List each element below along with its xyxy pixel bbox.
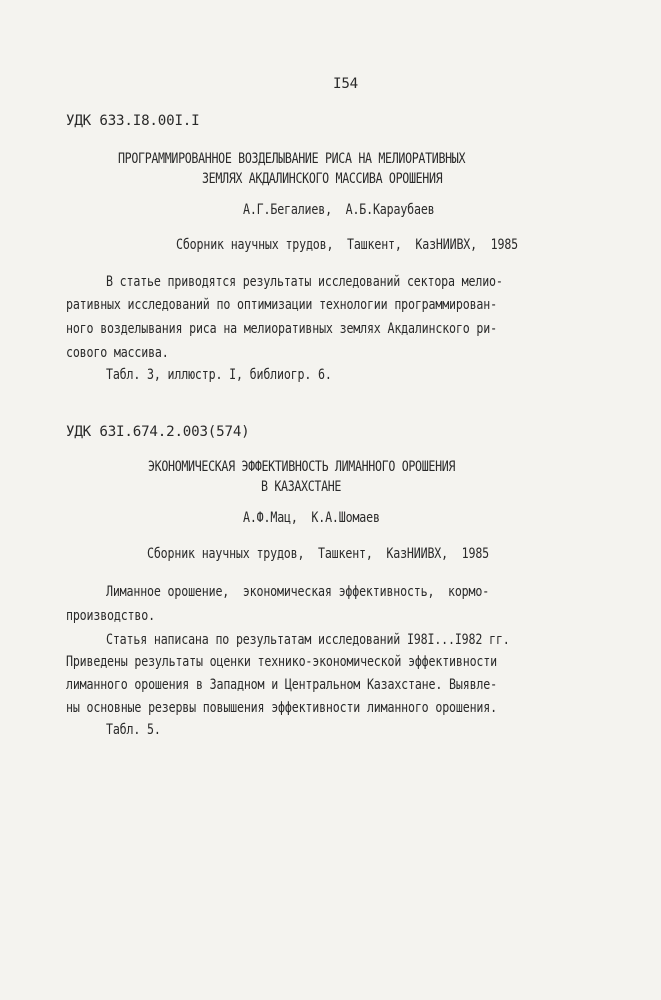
entry-1-abstract-line-4: сового массива. [66,345,169,361]
entry-2-abstract-line-4: ны основные резервы повышения эффективности лиманного орошения. [66,700,497,716]
page-number: I54 [333,76,359,92]
entry-1-abstract-line-2: ративных исследований по оптимизации технологии программирован- [66,297,497,313]
entry-1-title-line-2: ЗЕМЛЯХ АКДАЛИНСКОГО МАССИВА ОРОШЕНИЯ [202,171,443,187]
entry-2-source: Сборник научных трудов, Ташкент, КазНИИВХ, 1985 [147,546,490,562]
entry-1-source: Сборник научных трудов, Ташкент, КазНИИВХ, 1985 [176,237,519,253]
entry-1-title-line-1: ПРОГРАММИРОВАННОЕ ВОЗДЕЛЫВАНИЕ РИСА НА МЕЛИОРАТИВНЫХ [118,151,466,167]
entry-2-abstract-line-3: лиманного орошения в Западном и Центральном Казахстане. Выявле- [66,677,497,693]
entry-2-title-line-1: ЭКОНОМИЧЕСКАЯ ЭФФЕКТИВНОСТЬ ЛИМАННОГО ОРОШЕНИЯ [148,459,456,475]
entry-1-abstract-line-3: ного возделывания риса на мелиоративных землях Акдалинского ри- [66,321,497,337]
entry-2-keywords-line-2: производство. [66,608,155,624]
entry-2-udc: УДК 63I.674.2.003(574) [66,424,250,440]
entry-2-notes: Табл. 5. [106,722,161,738]
entry-1-abstract-line-1: В статье приводятся результаты исследований сектора мелио- [106,274,503,290]
entry-1-notes: Табл. 3, иллюстр. I, библиогр. 6. [106,367,332,383]
entry-2-authors: А.Ф.Мац, К.А.Шомаев [243,510,380,526]
entry-1-authors: А.Г.Бегалиев, А.Б.Караубаев [243,202,435,218]
entry-2-abstract-line-2: Приведены результаты оценки технико-экономической эффективности [66,654,497,670]
entry-1-udc: УДК 633.I8.00I.I [66,113,200,129]
entry-2-title-line-2: В КАЗАХСТАНЕ [261,479,342,495]
entry-2-keywords-line-1: Лиманное орошение, экономическая эффективность, кормо- [106,584,490,600]
entry-2-abstract-line-1: Статья написана по результатам исследований I98I...I982 гг. [106,632,510,648]
